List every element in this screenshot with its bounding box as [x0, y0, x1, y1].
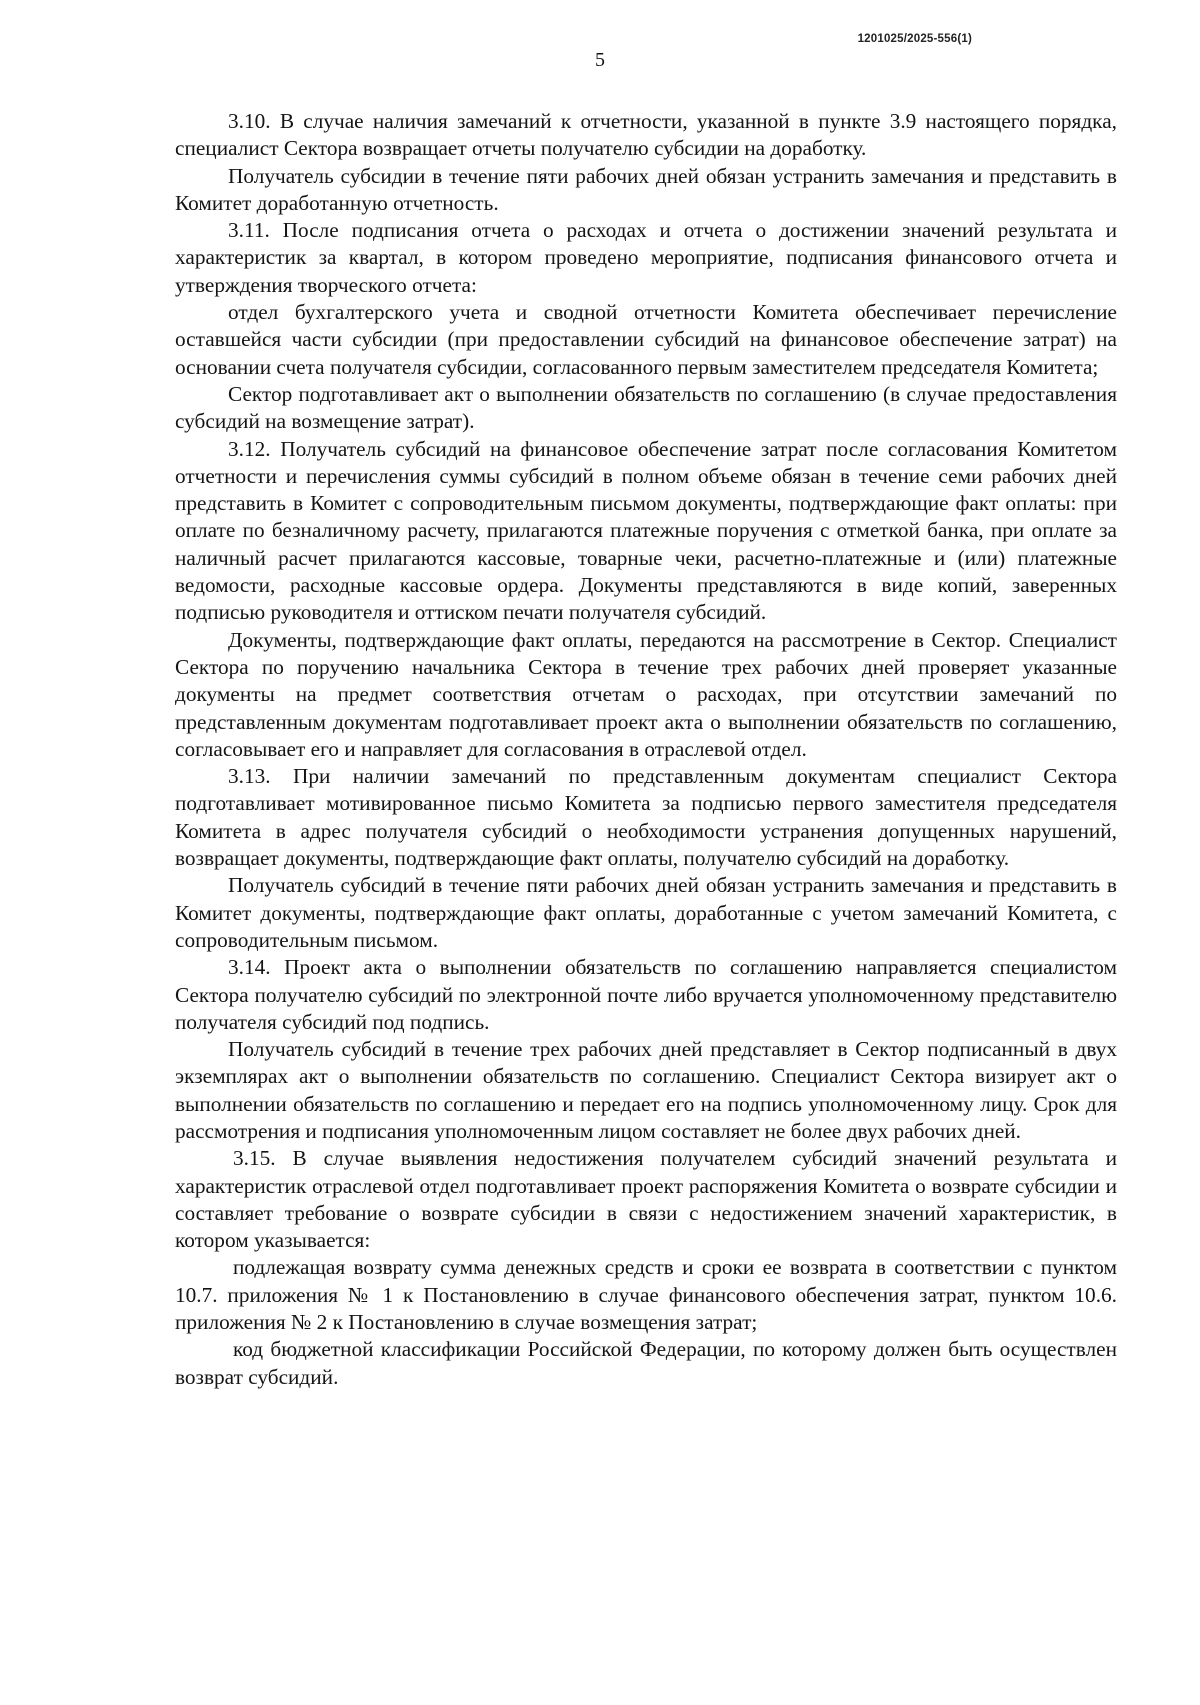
- paragraph-3-13: 3.13. При наличии замечаний по представленным документам специалист Сектора подготавливает мотивированное письмо Комитета за подписью первого заместителя председателя Комитета в адрес получателя субсидий о необходимости устранения допущенных нарушений, возвращает документы, подтверждающие факт оплаты, получателю субсидий на доработку.: [175, 764, 1117, 871]
- paragraph-3-10: 3.10. В случае наличия замечаний к отчетности, указанной в пункте 3.9 настоящего порядка, специалист Сектора возвращает отчеты получателю субсидии на доработку.: [175, 109, 1117, 161]
- paragraph-3-11-sector: Сектор подготавливает акт о выполнении обязательств по соглашению (в случае предоставления субсидий на возмещение затрат).: [175, 381, 1117, 434]
- paragraph-3-13-recipient: Получатель субсидий в течение пяти рабочих дней обязан устранить замечания и представить в Комитет документы, подтверждающие факт оплаты, доработанные с учетом замечаний Комитета, с сопроводительным письмом.: [175, 873, 1117, 952]
- page-number: 5: [595, 49, 605, 71]
- document-registration-number: 1201025/2025-556(1): [857, 33, 972, 45]
- paragraph-3-11: 3.11. После подписания отчета о расходах и отчета о достижении значений результата и характеристик за квартал, в котором проведено мероприятие, подписания финансового отчета и утверждения творческого отчета:: [175, 218, 1117, 297]
- paragraph-3-11-accounting: отдел бухгалтерского учета и сводной отчетности Комитета обеспечивает перечисление оставшейся части субсидии (при предоставлении субсидий на финансовое обеспечение затрат) на основании счета получателя субсидии, согласованного первым заместителем председателя Комитета;: [175, 300, 1117, 379]
- paragraph-3-12: 3.12. Получатель субсидий на финансовое обеспечение затрат после согласования Комитетом отчетности и перечисления суммы субсидий в полном объеме обязан в течение семи рабочих дней представить в Комитет с сопроводительным письмом документы, подтверждающие факт оплаты: при оплате по безналичному расчету, прилагаются платежные поручения с отметкой банка, при оплате за наличный расчет прилагаются кассовые, товарные чеки, расчетно-платежные и (или) платежные ведомости, расходные кассовые ордера. Документы представляются в виде копий, заверенных подписью руководителя и оттиском печати получателя субсидий.: [175, 436, 1117, 625]
- paragraph-3-15-amount: подлежащая возврату сумма денежных средств и сроки ее возврата в соответствии с пунктом 10.7. приложения № 1 к Постановлению в случае финансового обеспечения затрат, пунктом 10.6. приложения № 2 к Постановлению в случае возмещения затрат;: [175, 1255, 1117, 1335]
- paragraph-3-15: 3.15. В случае выявления недостижения получателем субсидий значений результата и характеристик отраслевой отдел подготавливает проект распоряжения Комитета о возврате субсидии и составляет требование о возврате субсидии в связи с недостижением значений характеристик, в котором указывается:: [175, 1146, 1117, 1253]
- paragraph-3-14-recipient: Получатель субсидий в течение трех рабочих дней представляет в Сектор подписанный в двух экземплярах акт о выполнении обязательств по соглашению. Специалист Сектора визирует акт о выполнении обязательств по соглашению и передает его на подпись уполномоченному лицу. Срок для рассмотрения и подписания уполномоченным лицом составляет не более двух рабочих дней.: [175, 1037, 1117, 1143]
- document-body: [175, 108, 1117, 1391]
- paragraph-3-10-recipient: Получатель субсидии в течение пяти рабочих дней обязан устранить замечания и представить в Комитет доработанную отчетность.: [175, 163, 1117, 215]
- paragraph-3-14: 3.14. Проект акта о выполнении обязательств по соглашению направляется специалистом Сектора получателю субсидий по электронной почте либо вручается уполномоченному представителю получателя субсидий под подпись.: [175, 955, 1117, 1034]
- paragraph-3-12-review: Документы, подтверждающие факт оплаты, передаются на рассмотрение в Сектор. Специалист Сектора по поручению начальника Сектора в течение трех рабочих дней проверяет указанные документы на предмет соответствия отчетам о расходах, при отсутствии замечаний по представленным документам подготавливает проект акта о выполнении обязательств по соглашению, согласовывает его и направляет для согласования в отраслевой отдел.: [175, 627, 1117, 761]
- paragraph-3-15-budget-code: код бюджетной классификации Российской Федерации, по которому должен быть осуществлен возврат субсидий.: [175, 1337, 1117, 1389]
